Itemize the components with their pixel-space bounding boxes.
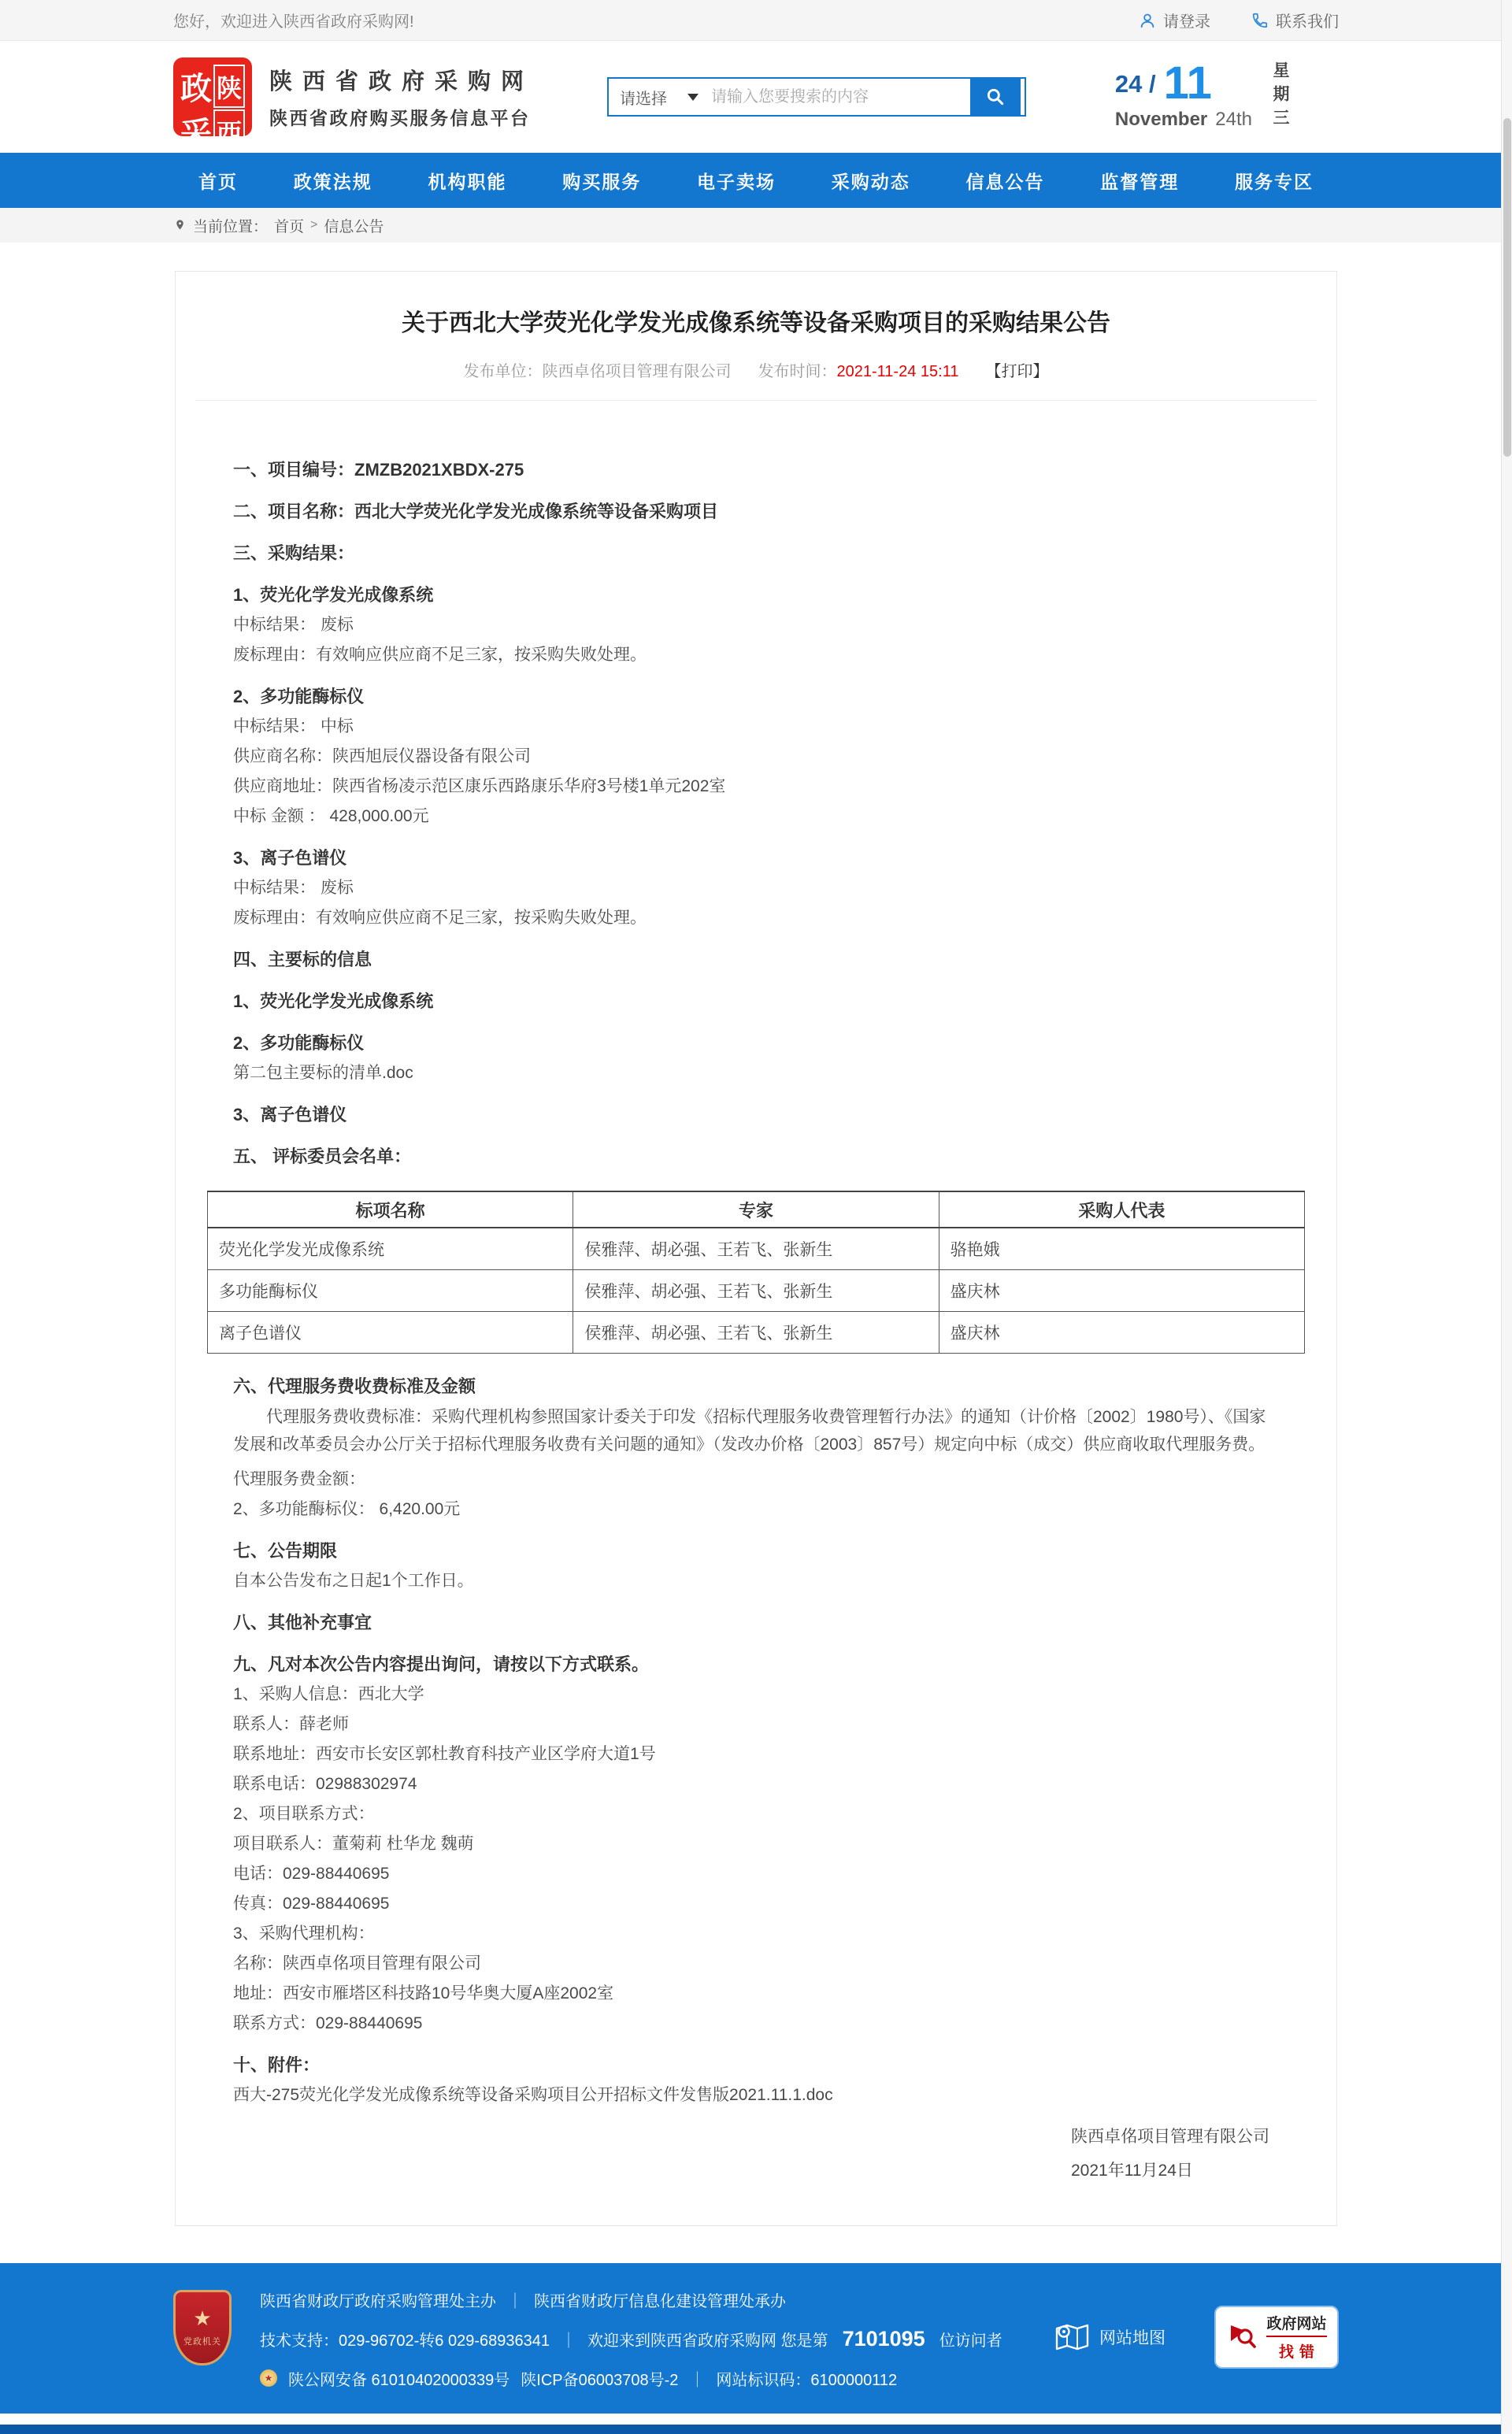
table-header-row — [208, 1191, 1305, 1228]
paragraph: 八、其他补充事宜 — [233, 1612, 372, 1632]
paragraph: 2、多功能酶标仪 — [233, 1033, 365, 1053]
date-day: 24 / — [1114, 70, 1156, 98]
table-cell: 盛庆林 — [939, 1269, 1304, 1311]
paragraph: 七、公告期限 — [233, 1540, 338, 1561]
publish-time-value: 2021-11-24 15:11 — [836, 363, 959, 380]
search-icon — [985, 87, 1006, 107]
contact-label: 联系我们 — [1276, 13, 1339, 31]
date-month-number: 11 — [1163, 57, 1212, 109]
table-row — [208, 1269, 1305, 1311]
nav-item[interactable]: 监督管理 — [1100, 171, 1180, 192]
paragraph: 一、项目编号：ZMZB2021XBDX-275 — [233, 460, 524, 480]
footer-visitor-text: 欢迎来到陕西省政府采购网 您是第 — [587, 2332, 828, 2350]
breadcrumb-home-link[interactable]: 首页 — [274, 218, 305, 235]
paragraph[interactable]: 西大-275荧光化学发光成像系统等设备采购项目公开招标文件发售版2021.11.1.doc — [233, 2085, 833, 2104]
search-bar — [607, 77, 1026, 117]
table-header-cell: 采购人代表 — [939, 1191, 1304, 1228]
footer-separator: ｜ — [507, 2292, 523, 2310]
paragraph: 代理服务费金额： — [233, 1469, 365, 1488]
nav-item[interactable]: 电子卖场 — [697, 171, 776, 192]
contact-link[interactable] — [1251, 9, 1339, 31]
search-category-select[interactable] — [609, 79, 711, 115]
footer-tech-support: 技术支持：029-96702-转6 029-68936341 — [260, 2332, 550, 2350]
sitemap-link[interactable] — [1054, 2321, 1166, 2353]
print-button[interactable]: 【打印】 — [985, 363, 1049, 380]
date-ordinal: 24th — [1215, 109, 1252, 130]
paragraph: 中标结果： 废标 — [233, 879, 354, 897]
article-title: 关于西北大学荧光化学发光成像系统等设备采购项目的采购结果公告 — [402, 310, 1110, 336]
error-report-title: 政府网站 — [1266, 2312, 1326, 2337]
table-cell: 侯雅萍、胡必强、王若飞、张新生 — [573, 1311, 939, 1353]
breadcrumb-label: 当前位置： — [193, 218, 269, 235]
error-report-subtitle: 找错 — [1278, 2344, 1320, 2361]
footer-line-2 — [260, 2327, 1002, 2351]
article-card — [175, 271, 1337, 2226]
paragraph: 九、凡对本次公告内容提出询问，请按以下方式联系。 — [233, 1654, 650, 1674]
paragraph: 1、荧光化学发光成像系统 — [233, 991, 434, 1011]
paragraph: 2、项目联系方式： — [233, 1804, 375, 1823]
footer-separator: ｜ — [689, 2371, 706, 2389]
search-input[interactable] — [711, 79, 970, 115]
paragraph: 项目联系人：董菊莉 杜华龙 魏萌 — [233, 1834, 474, 1853]
paragraph: 联系人：薛老师 — [233, 1714, 349, 1733]
article-meta — [195, 358, 1317, 401]
table-cell: 侯雅萍、胡必强、王若飞、张新生 — [573, 1269, 939, 1311]
paragraph: 废标理由：有效响应供应商不足三家，按采购失败处理。 — [233, 646, 647, 664]
table-header-cell: 标项名称 — [208, 1191, 573, 1228]
paragraph: 自本公告发布之日起1个工作日。 — [233, 1571, 474, 1590]
paragraph: 中标结果： 废标 — [233, 616, 354, 634]
scrollbar-thumb[interactable] — [1503, 118, 1511, 457]
login-link[interactable] — [1139, 9, 1210, 31]
table-cell: 侯雅萍、胡必强、王若飞、张新生 — [573, 1228, 939, 1269]
nav-item[interactable]: 机构职能 — [428, 171, 507, 192]
breadcrumb-bar — [0, 208, 1512, 243]
paragraph: 二、项目名称：西北大学荧光化学发光成像系统等设备采购项目 — [233, 502, 719, 521]
table-cell: 离子色谱仪 — [208, 1311, 573, 1353]
publish-time — [758, 358, 959, 381]
breadcrumb-separator: > — [310, 218, 318, 232]
paragraph: 2、多功能酶标仪： 6,420.00元 — [233, 1499, 461, 1518]
paragraph: 地址：西安市雁塔区科技路10号华奥大厦A座2002室 — [233, 1984, 614, 2002]
nav-item[interactable]: 首页 — [198, 171, 238, 192]
police-badge-icon: ★ — [260, 2369, 277, 2387]
topbar — [0, 0, 1512, 41]
site-logo — [173, 57, 252, 151]
footer-icp-record[interactable]: 陕ICP备06003708号-2 — [521, 2371, 679, 2389]
paragraph: 联系地址：西安市长安区郭杜教育科技产业区学府大道1号 — [233, 1744, 656, 1763]
table-cell: 多功能酶标仪 — [208, 1269, 573, 1311]
paragraph: 中标 金额 ： 428,000.00元 — [233, 807, 429, 825]
site-title: 陕西省政府采购网 — [269, 69, 535, 94]
paragraph[interactable]: 第二包主要标的清单.doc — [233, 1064, 413, 1082]
signature-block — [1071, 2128, 1269, 2180]
paragraph: 3、采购代理机构： — [233, 1924, 375, 1943]
paragraph: 名称：陕西卓佲项目管理有限公司 — [233, 1954, 481, 1973]
error-report-icon — [1226, 2321, 1259, 2354]
error-report-badge[interactable] — [1214, 2306, 1339, 2369]
paragraph: 3、离子色谱仪 — [233, 848, 347, 868]
logo-char: 采 — [180, 117, 212, 151]
phone-icon — [1251, 12, 1269, 29]
footer-organizer: 陕西省财政厅政府采购管理处主办 — [260, 2292, 496, 2310]
paragraph: 代理服务费收费标准：采购代理机构参照国家计委关于印发《招标代理服务收费管理暂行办法》的通知（计价格〔2002〕1980号）、《国家发展和改革委员会办公厅关于招标代理服务收费有关问题的通知》（发改办价格〔2003〕857号）规定向中标（成交）供应商收取代理服务费。 — [233, 1407, 1266, 1454]
footer-co-organizer: 陕西省财政厅信息化建设管理处承办 — [534, 2292, 786, 2310]
committee-table — [207, 1191, 1305, 1354]
publisher: 发布单位：陕西卓佲项目管理有限公司 — [463, 363, 732, 380]
shield-label: 党政机关 — [183, 2336, 221, 2347]
footer-line-1 — [260, 2288, 1002, 2311]
article-body — [176, 401, 1336, 2225]
paragraph: 四、主要标的信息 — [233, 950, 372, 969]
logo-char: 陕 — [213, 65, 245, 108]
paragraph: 六、代理服务费收费标准及金额 — [233, 1376, 476, 1396]
table-cell: 骆艳娥 — [939, 1228, 1304, 1269]
table-header-cell: 专家 — [573, 1191, 939, 1228]
table-cell: 荧光化学发光成像系统 — [208, 1228, 573, 1269]
footer-bottom-bar — [0, 2425, 1512, 2434]
footer-separator: ｜ — [561, 2332, 576, 2350]
paragraph: 十、附件： — [233, 2054, 321, 2075]
nav-item[interactable]: 政策法规 — [293, 171, 372, 192]
footer-security-record[interactable]: 陕公网安备 61010402000339号 — [288, 2371, 510, 2389]
sitemap-map-icon — [1054, 2321, 1090, 2353]
visitor-count: 7101095 — [842, 2326, 925, 2351]
body-section-2 — [233, 1377, 1279, 2104]
welcome-text: 您好，欢迎进入陕西省政府采购网! — [173, 13, 414, 31]
paragraph: 传真：029-88440695 — [233, 1894, 390, 1913]
table-row — [208, 1311, 1305, 1353]
chevron-down-icon — [687, 94, 699, 101]
committee-table-body — [208, 1228, 1305, 1353]
user-icon — [1139, 12, 1156, 29]
nav-item[interactable]: 采购动态 — [831, 171, 910, 192]
footer-line-3 — [260, 2367, 1002, 2390]
footer-gap — [0, 2414, 1512, 2425]
nav-item[interactable]: 购买服务 — [562, 171, 642, 192]
site-footer — [0, 2263, 1512, 2414]
paragraph: 3、离子色谱仪 — [233, 1105, 347, 1124]
date-weekday: 星期三 — [1270, 61, 1289, 132]
paragraph: 供应商地址：陕西省杨凌示范区康乐西路康乐华府3号楼1单元202室 — [233, 777, 726, 795]
footer-site-id: 网站标识码：6100000112 — [716, 2371, 898, 2389]
search-button[interactable] — [970, 79, 1021, 115]
logo-char: 西 — [213, 109, 245, 153]
paragraph: 1、采购人信息：西北大学 — [233, 1684, 424, 1703]
location-pin-icon — [173, 219, 187, 232]
paragraph: 1、荧光化学发光成像系统 — [233, 585, 434, 605]
nav-item[interactable]: 信息公告 — [965, 171, 1045, 192]
signature-company: 陕西卓佲项目管理有限公司 — [1071, 2127, 1269, 2146]
shield-emblem: ★ — [193, 2306, 212, 2330]
body-section-1 — [233, 461, 1279, 1165]
table-cell: 盛庆林 — [939, 1311, 1304, 1353]
site-header — [0, 41, 1512, 153]
date-widget — [1114, 57, 1339, 132]
scrollbar-track[interactable] — [1501, 0, 1512, 2434]
paragraph: 联系电话：02988302974 — [233, 1774, 417, 1793]
signature-date: 2021年11月24日 — [1071, 2161, 1193, 2180]
logo-char: 政 — [180, 72, 212, 106]
paragraph: 2、多功能酶标仪 — [233, 687, 365, 706]
nav-item[interactable]: 服务专区 — [1235, 171, 1314, 192]
main-nav — [0, 153, 1512, 208]
footer-visitor-suffix: 位访问者 — [939, 2332, 1002, 2350]
site-subtitle: 陕西省政府购买服务信息平台 — [269, 108, 531, 128]
paragraph: 联系方式：029-88440695 — [233, 2014, 423, 2032]
paragraph: 电话：029-88440695 — [233, 1864, 390, 1883]
table-row — [208, 1228, 1305, 1269]
paragraph: 中标结果： 中标 — [233, 717, 354, 735]
paragraph: 供应商名称：陕西旭辰仪器设备有限公司 — [233, 747, 531, 765]
date-month-name: November — [1114, 109, 1208, 130]
sitemap-label: 网站地图 — [1099, 2328, 1166, 2347]
paragraph: 三、采购结果： — [233, 543, 355, 563]
publish-time-label: 发布时间： — [758, 363, 837, 380]
login-label: 请登录 — [1163, 13, 1210, 31]
paragraph: 五、 评标委员会名单： — [233, 1147, 412, 1166]
paragraph: 废标理由：有效响应供应商不足三家，按采购失败处理。 — [233, 909, 647, 927]
search-select-label: 请选择 — [619, 90, 667, 108]
party-government-shield-icon — [173, 2290, 232, 2365]
breadcrumb-current[interactable]: 信息公告 — [324, 218, 384, 235]
